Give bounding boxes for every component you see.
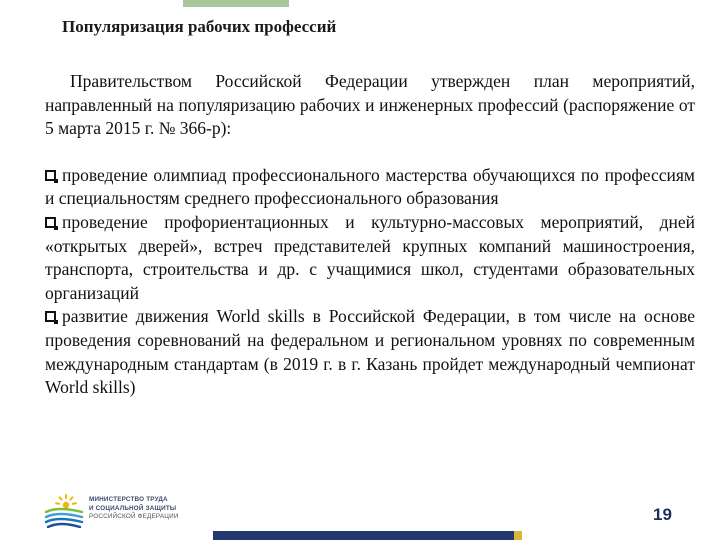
checkbox-bullet-icon bbox=[45, 217, 56, 228]
bottom-accent-bar bbox=[514, 531, 522, 540]
intro-paragraph: Правительством Российской Федерации утвержден план мероприятий, направленный на популяризацию рабочих и инженерных профессий (распоряжение от 5 марта 2015 г. № 366-р): bbox=[45, 71, 695, 139]
ministry-sun-waves-icon bbox=[44, 492, 84, 528]
list-item-text: проведение олимпиад профессионального мастерства обучающихся по профессиям и специальностям среднего профессионального образования bbox=[45, 164, 695, 209]
checkbox-bullet-icon bbox=[45, 311, 56, 322]
page-number: 19 bbox=[653, 505, 672, 524]
top-accent-bar bbox=[183, 0, 289, 7]
list-item bbox=[45, 164, 695, 211]
checkbox-bullet-icon bbox=[45, 170, 56, 181]
list-item bbox=[45, 211, 695, 305]
slide-title: Популяризация рабочих профессий bbox=[62, 17, 337, 36]
ministry-line: РОССИЙСКОЙ ФЕДЕРАЦИИ bbox=[89, 513, 179, 521]
ministry-line: МИНИСТЕРСТВО ТРУДА bbox=[89, 496, 168, 503]
ministry-line: И СОЦИАЛЬНОЙ ЗАЩИТЫ bbox=[89, 504, 177, 512]
list-item-text: развитие движения World skills в Российской Федерации, в том числе на основе проведения соревнований на федеральном и региональном уровнях по современным международным стандартам (в 2019 г. в г. Казань пройдет международный чемпионат World skills) bbox=[45, 306, 695, 398]
ministry-name bbox=[89, 496, 179, 522]
list-item bbox=[45, 305, 695, 399]
slide-body bbox=[45, 70, 695, 400]
bottom-bar bbox=[213, 531, 514, 540]
list-item-text: проведение профориентационных и культурно-массовых мероприятий, дней «открытых дверей», встреч представителей крупных компаний машиностроения, транспорта, строительства и др. с учащимися школ, студентами образовательных организаций bbox=[45, 211, 695, 303]
